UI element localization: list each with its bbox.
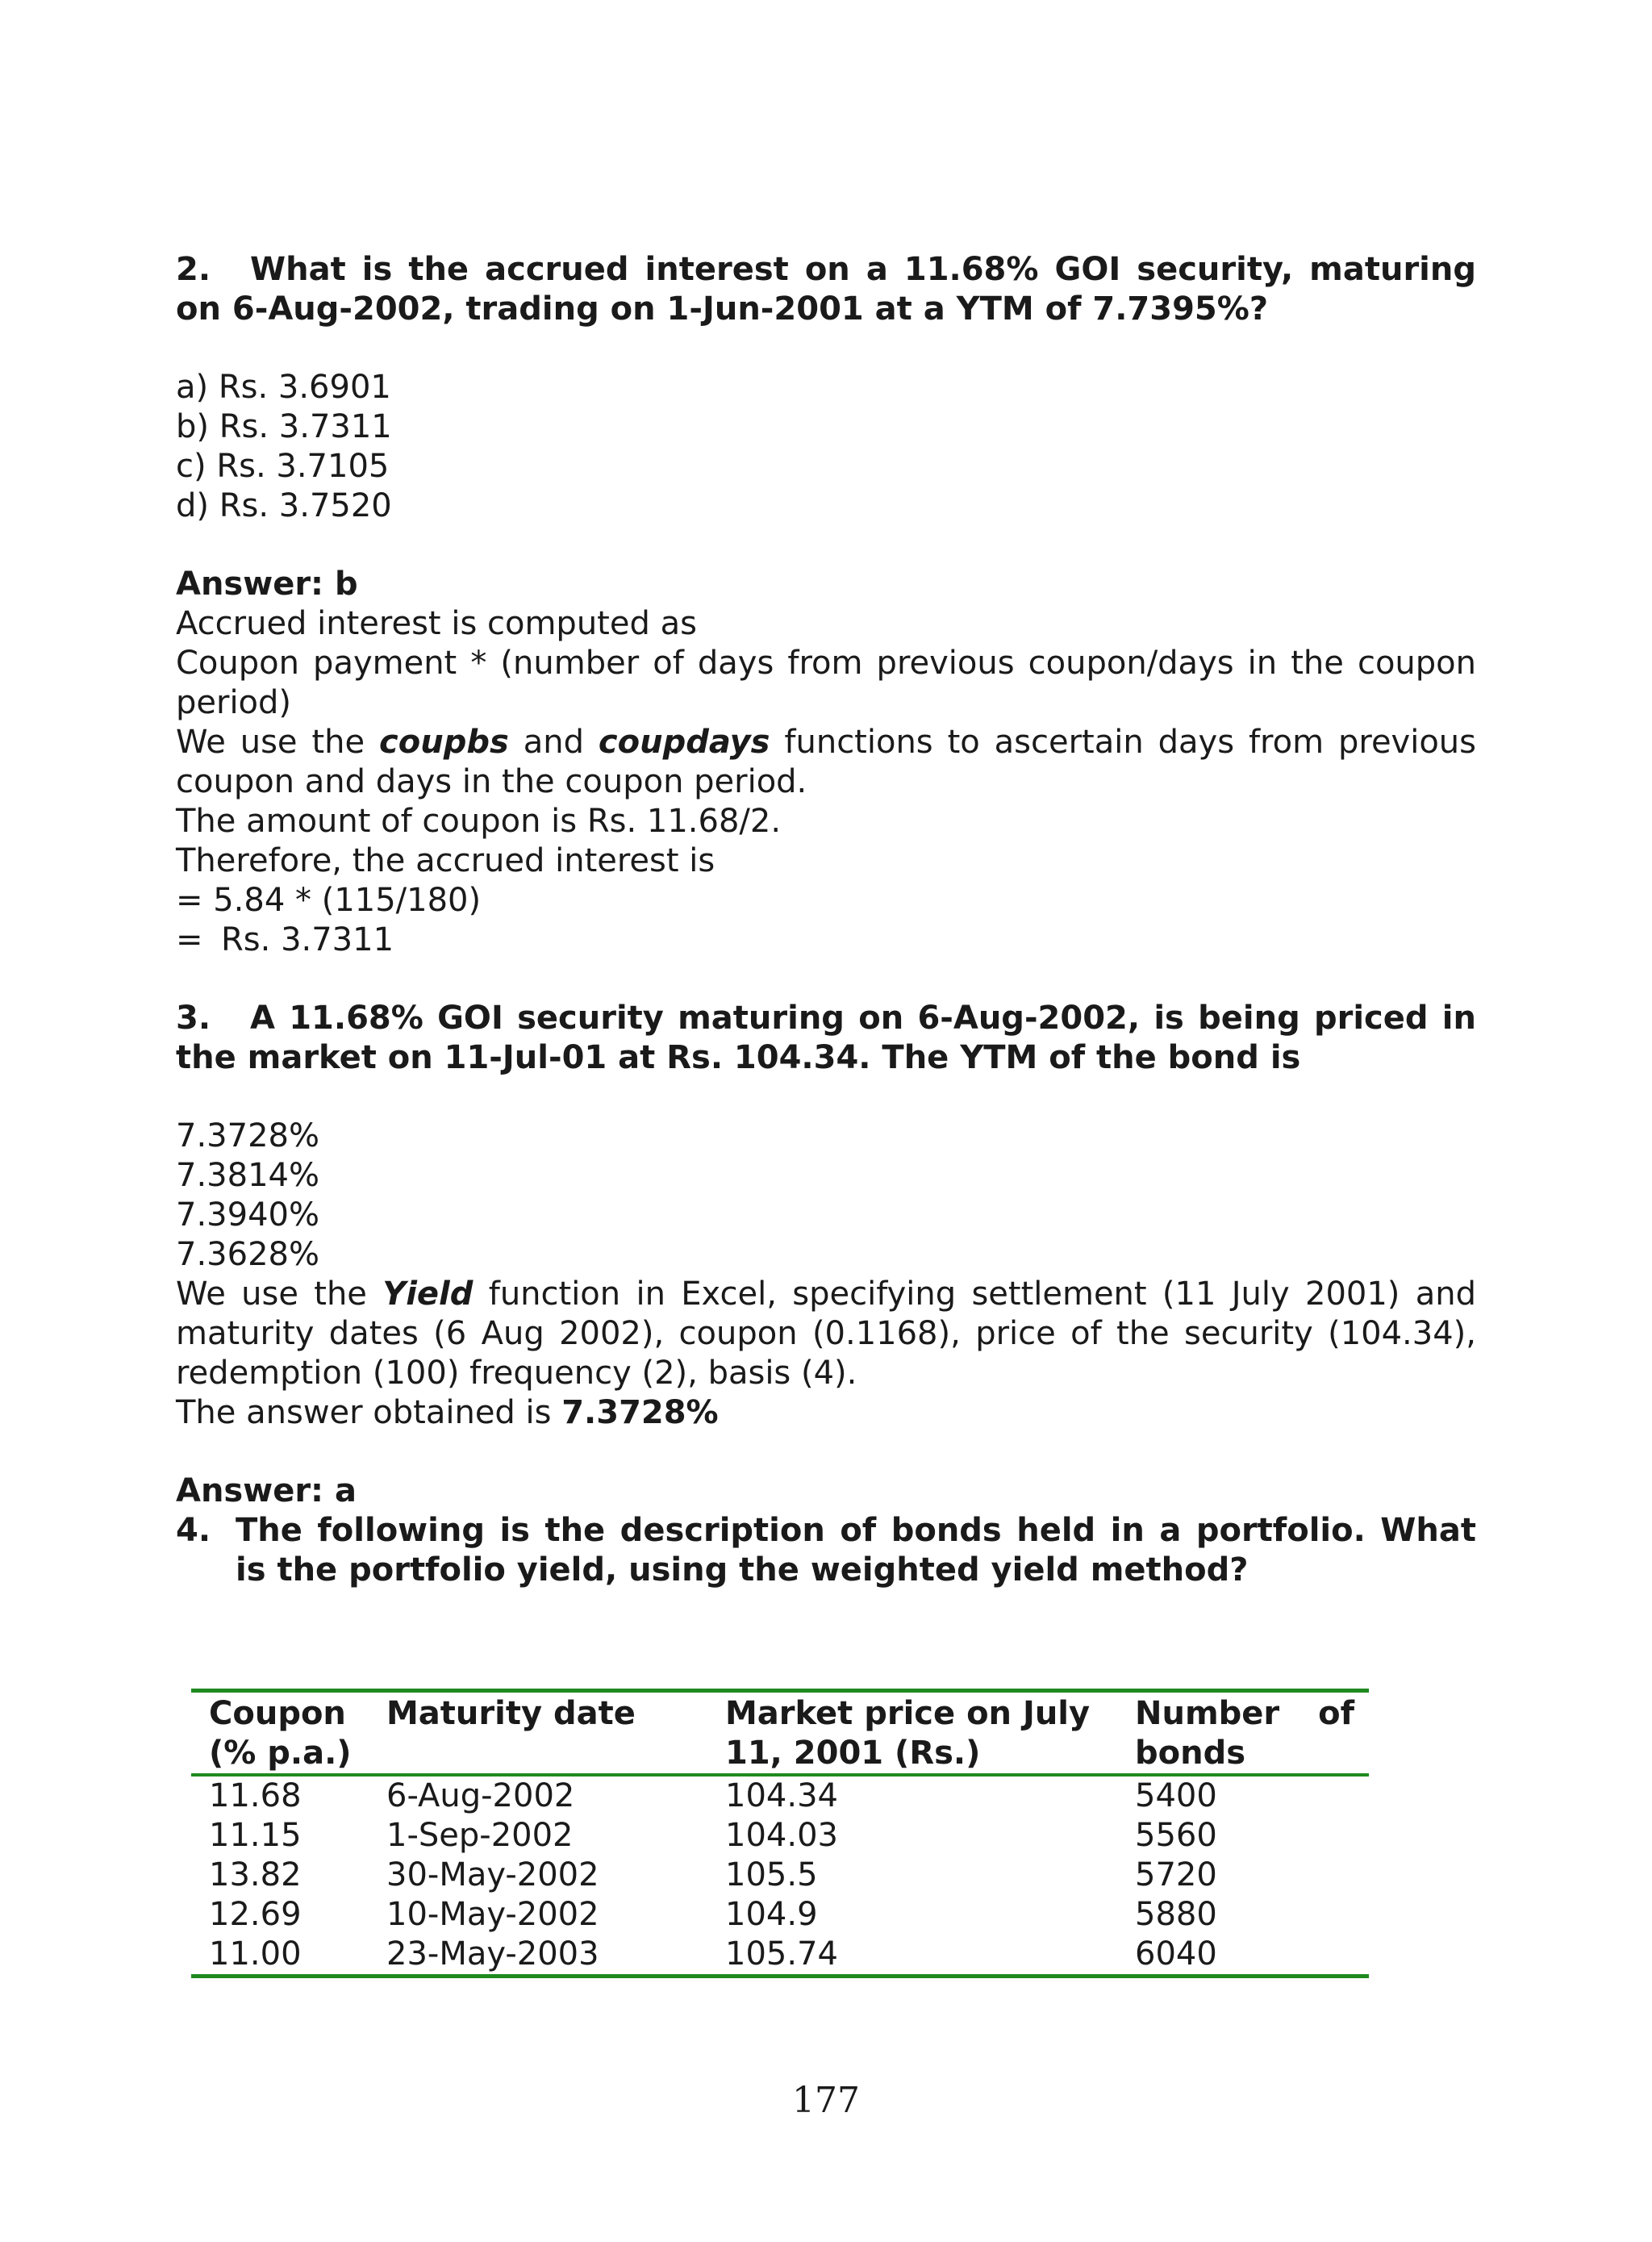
option-a: a) Rs. 3.6901 [176, 369, 391, 406]
page-number: 177 [792, 2080, 860, 2121]
cell-price: 105.74 [725, 1935, 838, 1973]
header-number-of-bonds: Number of bonds [1135, 1695, 1354, 1772]
option-b: b) Rs. 3.7311 [176, 408, 392, 445]
cell-coupon: 12.69 [209, 1896, 302, 1933]
cell-price: 104.9 [725, 1896, 818, 1933]
calculation-line: = 5.84 * (115/180) [176, 882, 482, 919]
question-text: The following is the description of bonds held in a portfolio. What is the portfolio yield, using the weighted yield method? [236, 1512, 1476, 1589]
table-row [191, 1856, 1369, 1895]
function-name: coupdays [598, 724, 770, 761]
text-span: function in Excel, specifying settlement (11 July 2001) and maturity dates (6 Aug 2002), coupon (0.1168), price of the security (104.34), redemption (100) frequency (2), basis (4). [176, 1275, 1476, 1392]
cell-coupon: 11.00 [209, 1935, 302, 1973]
question-3 [176, 999, 1476, 1078]
cell-coupon: 11.68 [209, 1777, 302, 1814]
cell-maturity: 1-Sep-2002 [386, 1817, 574, 1854]
question-3-options [176, 1117, 1476, 1275]
cell-coupon: 11.15 [209, 1817, 302, 1854]
cell-coupon: 13.82 [209, 1856, 302, 1893]
option-c: 7.3940% [176, 1196, 319, 1234]
cell-maturity: 23-May-2003 [386, 1935, 599, 1973]
question-2-options [176, 368, 1476, 526]
question-2 [176, 250, 1476, 329]
cell-count: 6040 [1135, 1935, 1217, 1973]
cell-maturity: 10-May-2002 [386, 1896, 599, 1933]
table-row [191, 1816, 1369, 1856]
explanation-line: Accrued interest is computed as [176, 605, 697, 642]
explanation-line: The amount of coupon is Rs. 11.68/2. [176, 803, 782, 840]
question-text: What is the accrued interest on a 11.68% GOI security, maturing on 6-Aug-2002, trading on 1-Jun-2001 at a YTM of 7.7395%? [176, 251, 1476, 328]
option-b: 7.3814% [176, 1157, 319, 1194]
text-span: We use the [176, 1275, 383, 1313]
text-span: functions to ascertain days from previous coupon and days in the coupon period. [176, 724, 1477, 800]
table-header-row [191, 1691, 1369, 1776]
option-d: 7.3628% [176, 1236, 319, 1273]
function-name: Yield [382, 1275, 473, 1313]
equals-sign: = [176, 921, 203, 958]
cell-price: 104.03 [725, 1817, 838, 1854]
cell-count: 5560 [1135, 1817, 1217, 1854]
cell-maturity: 30-May-2002 [386, 1856, 599, 1893]
header-market-price: Market price on July 11, 2001 (Rs.) [725, 1695, 1091, 1772]
text-span: The answer obtained is [176, 1394, 562, 1431]
text-span: We use the [176, 724, 380, 761]
explanation-line: Therefore, the accrued interest is [176, 842, 715, 879]
question-number: 2. [176, 251, 211, 288]
explanation-line [176, 1275, 1476, 1393]
table-row [191, 1895, 1369, 1935]
bonds-table [191, 1689, 1369, 1978]
question-text: A 11.68% GOI security maturing on 6-Aug-2002, is being priced in the market on 11-Jul-01 at Rs. 104.34. The YTM of the bond is [176, 1000, 1476, 1076]
explanation-line: Coupon payment * (number of days from previous coupon/days in the coupon period) [176, 645, 1476, 721]
cell-price: 104.34 [725, 1777, 838, 1814]
result-value: 7.3728% [561, 1394, 719, 1431]
header-maturity-date: Maturity date [386, 1695, 636, 1732]
page-body [176, 250, 1476, 1590]
cell-price: 105.5 [725, 1856, 818, 1893]
question-4 [176, 1511, 1476, 1590]
cell-count: 5720 [1135, 1856, 1217, 1893]
text-span: and [508, 724, 599, 761]
table-row [191, 1775, 1369, 1816]
table-row [191, 1935, 1369, 1977]
cell-count: 5400 [1135, 1777, 1217, 1814]
explanation-line [176, 723, 1476, 802]
option-c: c) Rs. 3.7105 [176, 448, 390, 485]
option-d: d) Rs. 3.7520 [176, 487, 392, 524]
question-number: 4. [176, 1512, 211, 1549]
option-a: 7.3728% [176, 1117, 319, 1154]
answer-3: Answer: a [176, 1472, 357, 1509]
function-name: coupbs [379, 724, 509, 761]
answer-2: Answer: b [176, 566, 358, 603]
calculation-result: Rs. 3.7311 [221, 921, 394, 958]
result-line [176, 1393, 1476, 1433]
header-coupon: Coupon (% p.a.) [209, 1695, 352, 1772]
question-number: 3. [176, 1000, 211, 1037]
cell-count: 5880 [1135, 1896, 1217, 1933]
calculation-line [176, 921, 1476, 960]
cell-maturity: 6-Aug-2002 [386, 1777, 575, 1814]
